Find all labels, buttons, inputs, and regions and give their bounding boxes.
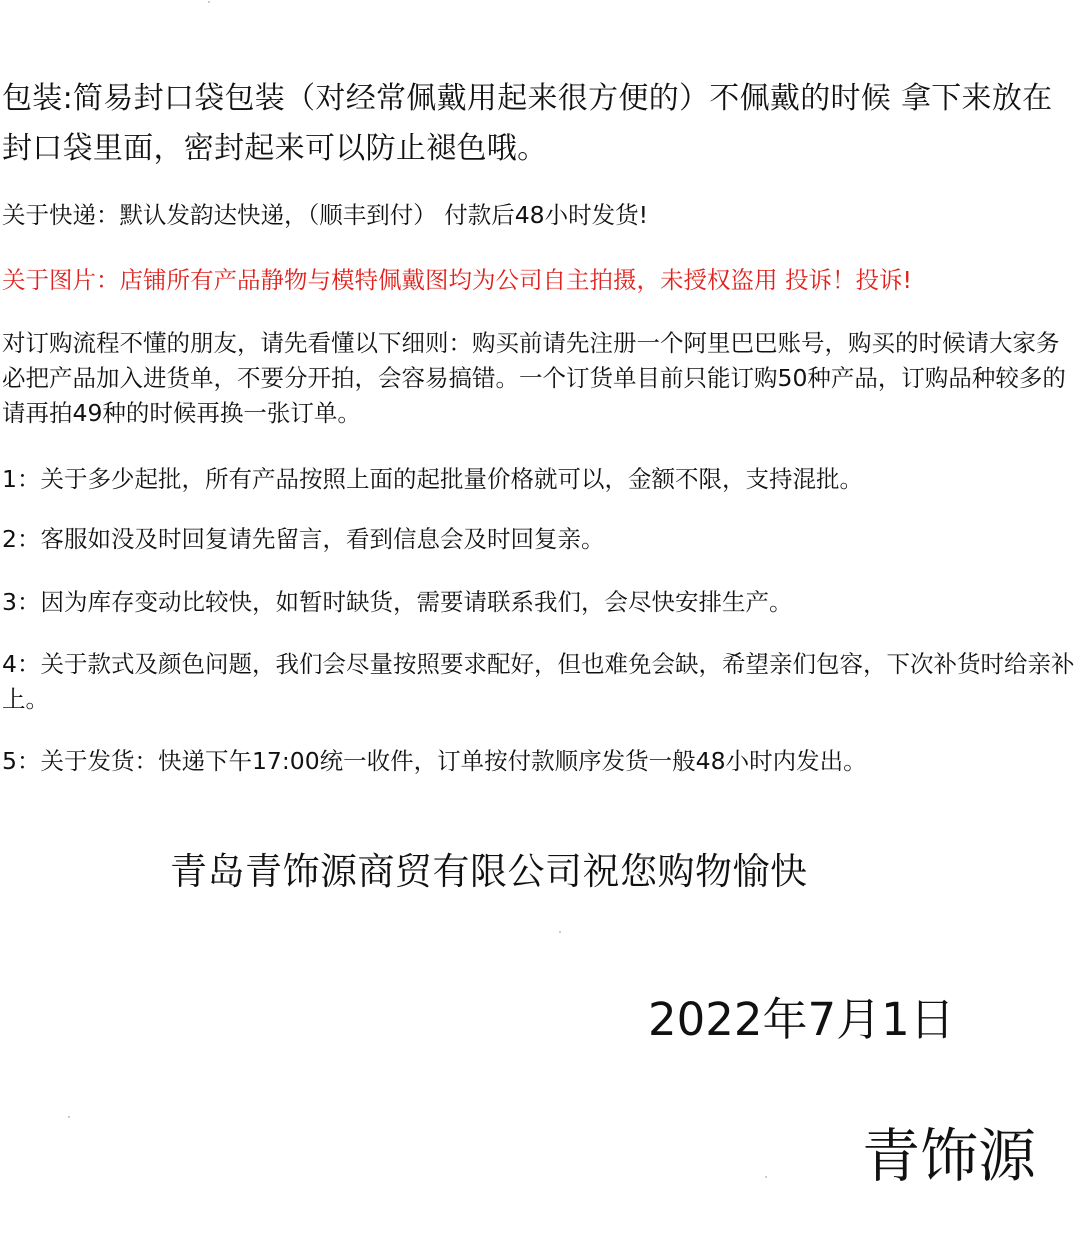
rule-item: 3：因为库存变动比较快，如暂时缺货，需要请联系我们，会尽快安排生产。 xyxy=(2,588,793,616)
scan-speck xyxy=(559,931,561,933)
rule-item: 4：关于款式及颜色问题，我们会尽量按照要求配好，但也难免会缺，希望亲们包容，下次补货时给亲补上。 xyxy=(2,650,1075,713)
closing-greeting: 青岛青饰源商贸有限公司祝您购物愉快 xyxy=(170,850,808,893)
scan-speck xyxy=(765,1176,767,1178)
packaging-note: 包装:简易封口袋包装（对经常佩戴用起来很方便的）不佩戴的时候 拿下来放在封口袋里面，密封起来可以防止褪色哦。 xyxy=(2,81,1053,166)
scan-speck xyxy=(208,1,210,3)
document-date: 2022年7月1日 xyxy=(648,993,955,1046)
company-signature: 青饰源 xyxy=(862,1122,1037,1190)
image-copyright-warning: 关于图片：店铺所有产品静物与模特佩戴图均为公司自主拍摄，未授权盗用 投诉！投诉! xyxy=(2,266,912,294)
ordering-process-note: 对订购流程不懂的朋友，请先看懂以下细则：购买前请先注册一个阿里巴巴账号，购买的时候请大家务必把产品加入进货单，不要分开拍，会容易搞错。一个订货单目前只能订购50种产品，订购品种较多的请再拍49种的时候再换一张订单。 xyxy=(2,329,1066,427)
rule-item: 1：关于多少起批，所有产品按照上面的起批量价格就可以，金额不限，支持混批。 xyxy=(2,465,863,493)
express-note: 关于快递：默认发韵达快递，（顺丰到付） 付款后48小时发货! xyxy=(2,201,649,229)
rule-item: 2：客服如没及时回复请先留言，看到信息会及时回复亲。 xyxy=(2,525,605,553)
scan-speck xyxy=(68,1116,70,1118)
rule-item: 5：关于发货：快递下午17:00统一收件，订单按付款顺序发货一般48小时内发出。 xyxy=(2,747,867,775)
